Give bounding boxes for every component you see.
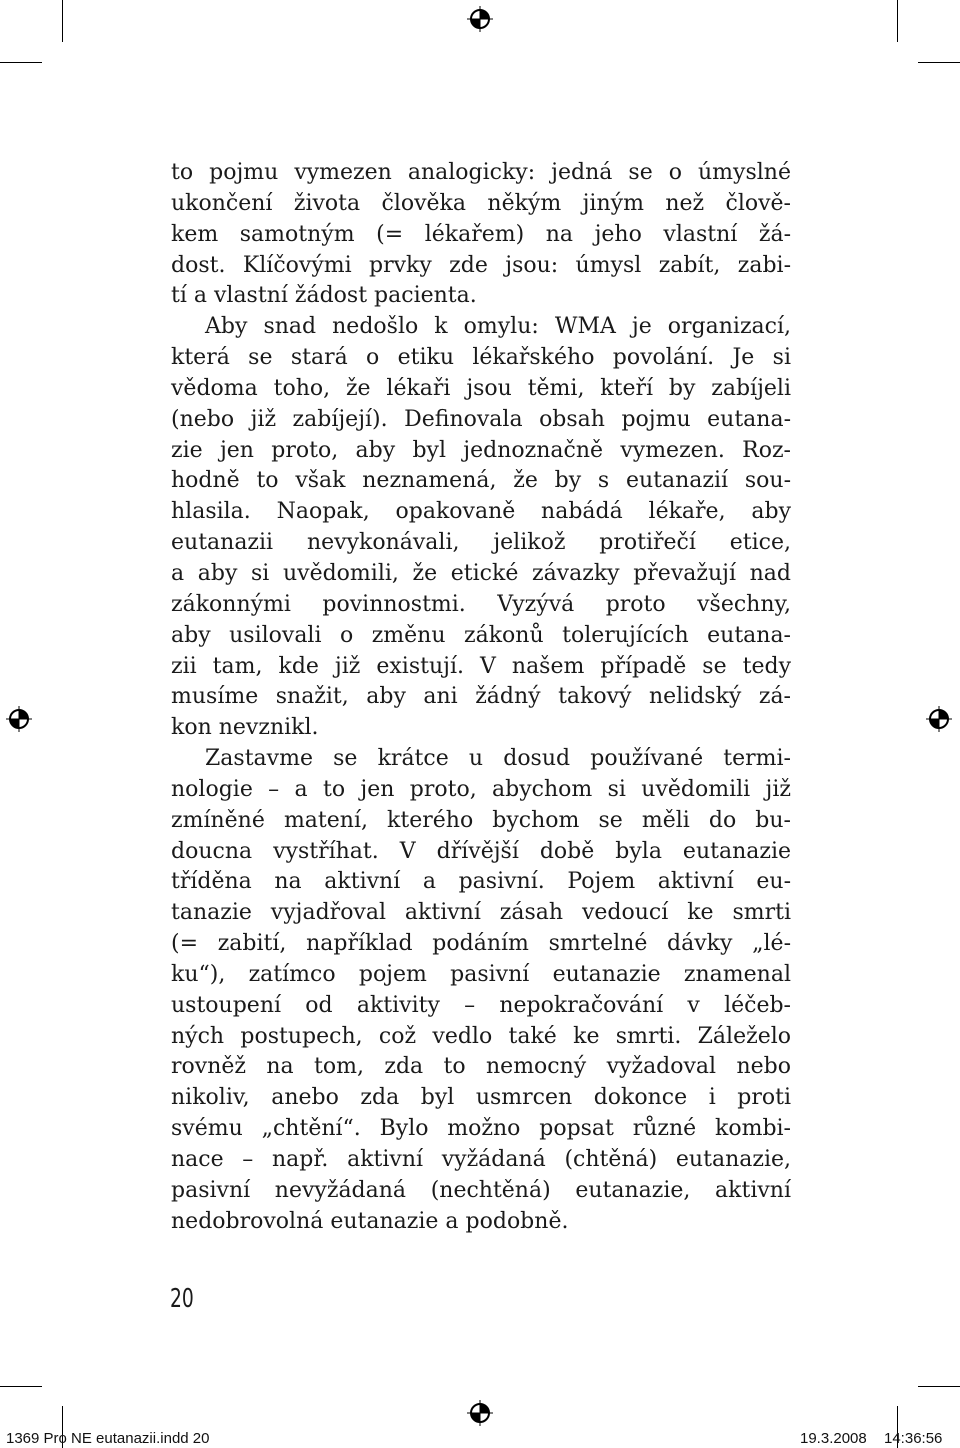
slug-date: 19.3.2008 bbox=[800, 1430, 867, 1447]
text-line: (nebo již zabíjejí). Definovala obsah pojmu eutana- bbox=[171, 406, 791, 432]
text-line: Aby snad nedošlo k omylu: WMA je organizací, bbox=[205, 314, 791, 340]
body-text bbox=[171, 158, 791, 1238]
text-line: tanazie vyjadřoval aktivní zásah vedoucí ke smrti bbox=[171, 900, 791, 926]
text-line: hlasila. Naopak, opakovaně nabádá lékaře, aby bbox=[171, 499, 791, 525]
text-line: ustoupení od aktivity – nepokračování v léčeb- bbox=[171, 992, 791, 1018]
text-line: eutanazii nevykonávali, jelikož protiřečí etice, bbox=[171, 530, 791, 556]
crop-mark-icon bbox=[918, 1386, 960, 1387]
text-line: tí a vlastní žádost pacienta. bbox=[171, 283, 477, 309]
text-line: hodně to však neznamená, že by s eutanazií sou- bbox=[171, 468, 791, 494]
text-line: zie jen proto, aby byl jednoznačně vymezen. Roz- bbox=[171, 437, 791, 463]
text-line: to pojmu vymezen analogicky: jedná se o úmyslné bbox=[171, 160, 791, 185]
text-line: která se stará o etiku lékařského povolání. Je si bbox=[171, 345, 791, 371]
text-line: pasivní nevyžádaná (nechtěná) eutanazie, aktivní bbox=[171, 1177, 791, 1203]
text-line: svému „chtění“. Bylo možno popsat různé kombi- bbox=[171, 1116, 791, 1142]
slug-time: 14:36:56 bbox=[884, 1430, 943, 1447]
text-line: nikoliv, anebo zda byl usmrcen dokonce i proti bbox=[171, 1085, 791, 1111]
text-line: aby usilovali o změnu zákonů tolerujících eutana- bbox=[171, 622, 791, 648]
crop-mark-icon bbox=[0, 62, 42, 63]
text-line: vědoma toho, že lékaři jsou těmi, kteří by zabíjeli bbox=[171, 375, 791, 401]
text-line: nologie – a to jen proto, abychom si uvědomili již bbox=[171, 776, 791, 802]
text-line: Zastavme se krátce u dosud používané termi- bbox=[205, 746, 791, 772]
text-line: (= zabití, například podáním smrtelné dávky „lé- bbox=[171, 931, 791, 957]
crop-mark-icon bbox=[897, 0, 898, 42]
text-line: musíme snažit, aby ani žádný takový nelidský zá- bbox=[171, 684, 791, 710]
slug-file: 1369 Pro NE eutanazii.indd 20 bbox=[6, 1430, 210, 1447]
text-line: dost. Klíčovými prvky zde jsou: úmysl zabít, zabi- bbox=[171, 252, 791, 278]
registration-mark-icon bbox=[467, 6, 493, 32]
text-line: tříděna na aktivní a pasivní. Pojem aktivní eu- bbox=[171, 869, 791, 895]
crop-mark-icon bbox=[62, 0, 63, 42]
text-line: ných postupech, což vedlo také ke smrti. Záleželo bbox=[171, 1023, 791, 1049]
crop-mark-icon bbox=[0, 1386, 42, 1387]
registration-mark-icon bbox=[6, 706, 32, 732]
crop-mark-icon bbox=[918, 62, 960, 63]
text-line: rovněž na tom, zda to nemocný vyžadoval nebo bbox=[171, 1054, 791, 1080]
text-line: zákonnými povinnostmi. Vyzývá proto všechny, bbox=[171, 591, 791, 617]
registration-mark-icon bbox=[926, 706, 952, 732]
text-line: a aby si uvědomili, že etické závazky převažují nad bbox=[171, 560, 791, 586]
text-line: zmíněné matení, kterého bychom se měli do bu- bbox=[171, 807, 791, 833]
registration-mark-icon bbox=[467, 1400, 493, 1426]
page-number: 20 bbox=[170, 1284, 194, 1314]
text-line: zii tam, kde již existují. V našem případě se tedy bbox=[171, 653, 791, 679]
text-line: doucna vystříhat. V dřívější době byla eutanazie bbox=[171, 838, 791, 864]
text-line: nace – např. aktivní vyžádaná (chtěná) eutanazie, bbox=[171, 1147, 791, 1172]
text-line: kon nevznikl. bbox=[171, 715, 319, 741]
text-line: ku“), zatímco pojem pasivní eutanazie znamenal bbox=[171, 961, 791, 987]
text-line: nedobrovolná eutanazie a podobně. bbox=[171, 1208, 569, 1234]
text-line: ukončení života člověka někým jiným než člově- bbox=[171, 190, 791, 216]
text-line: kem samotným (= lékařem) na jeho vlastní žá- bbox=[171, 221, 791, 247]
